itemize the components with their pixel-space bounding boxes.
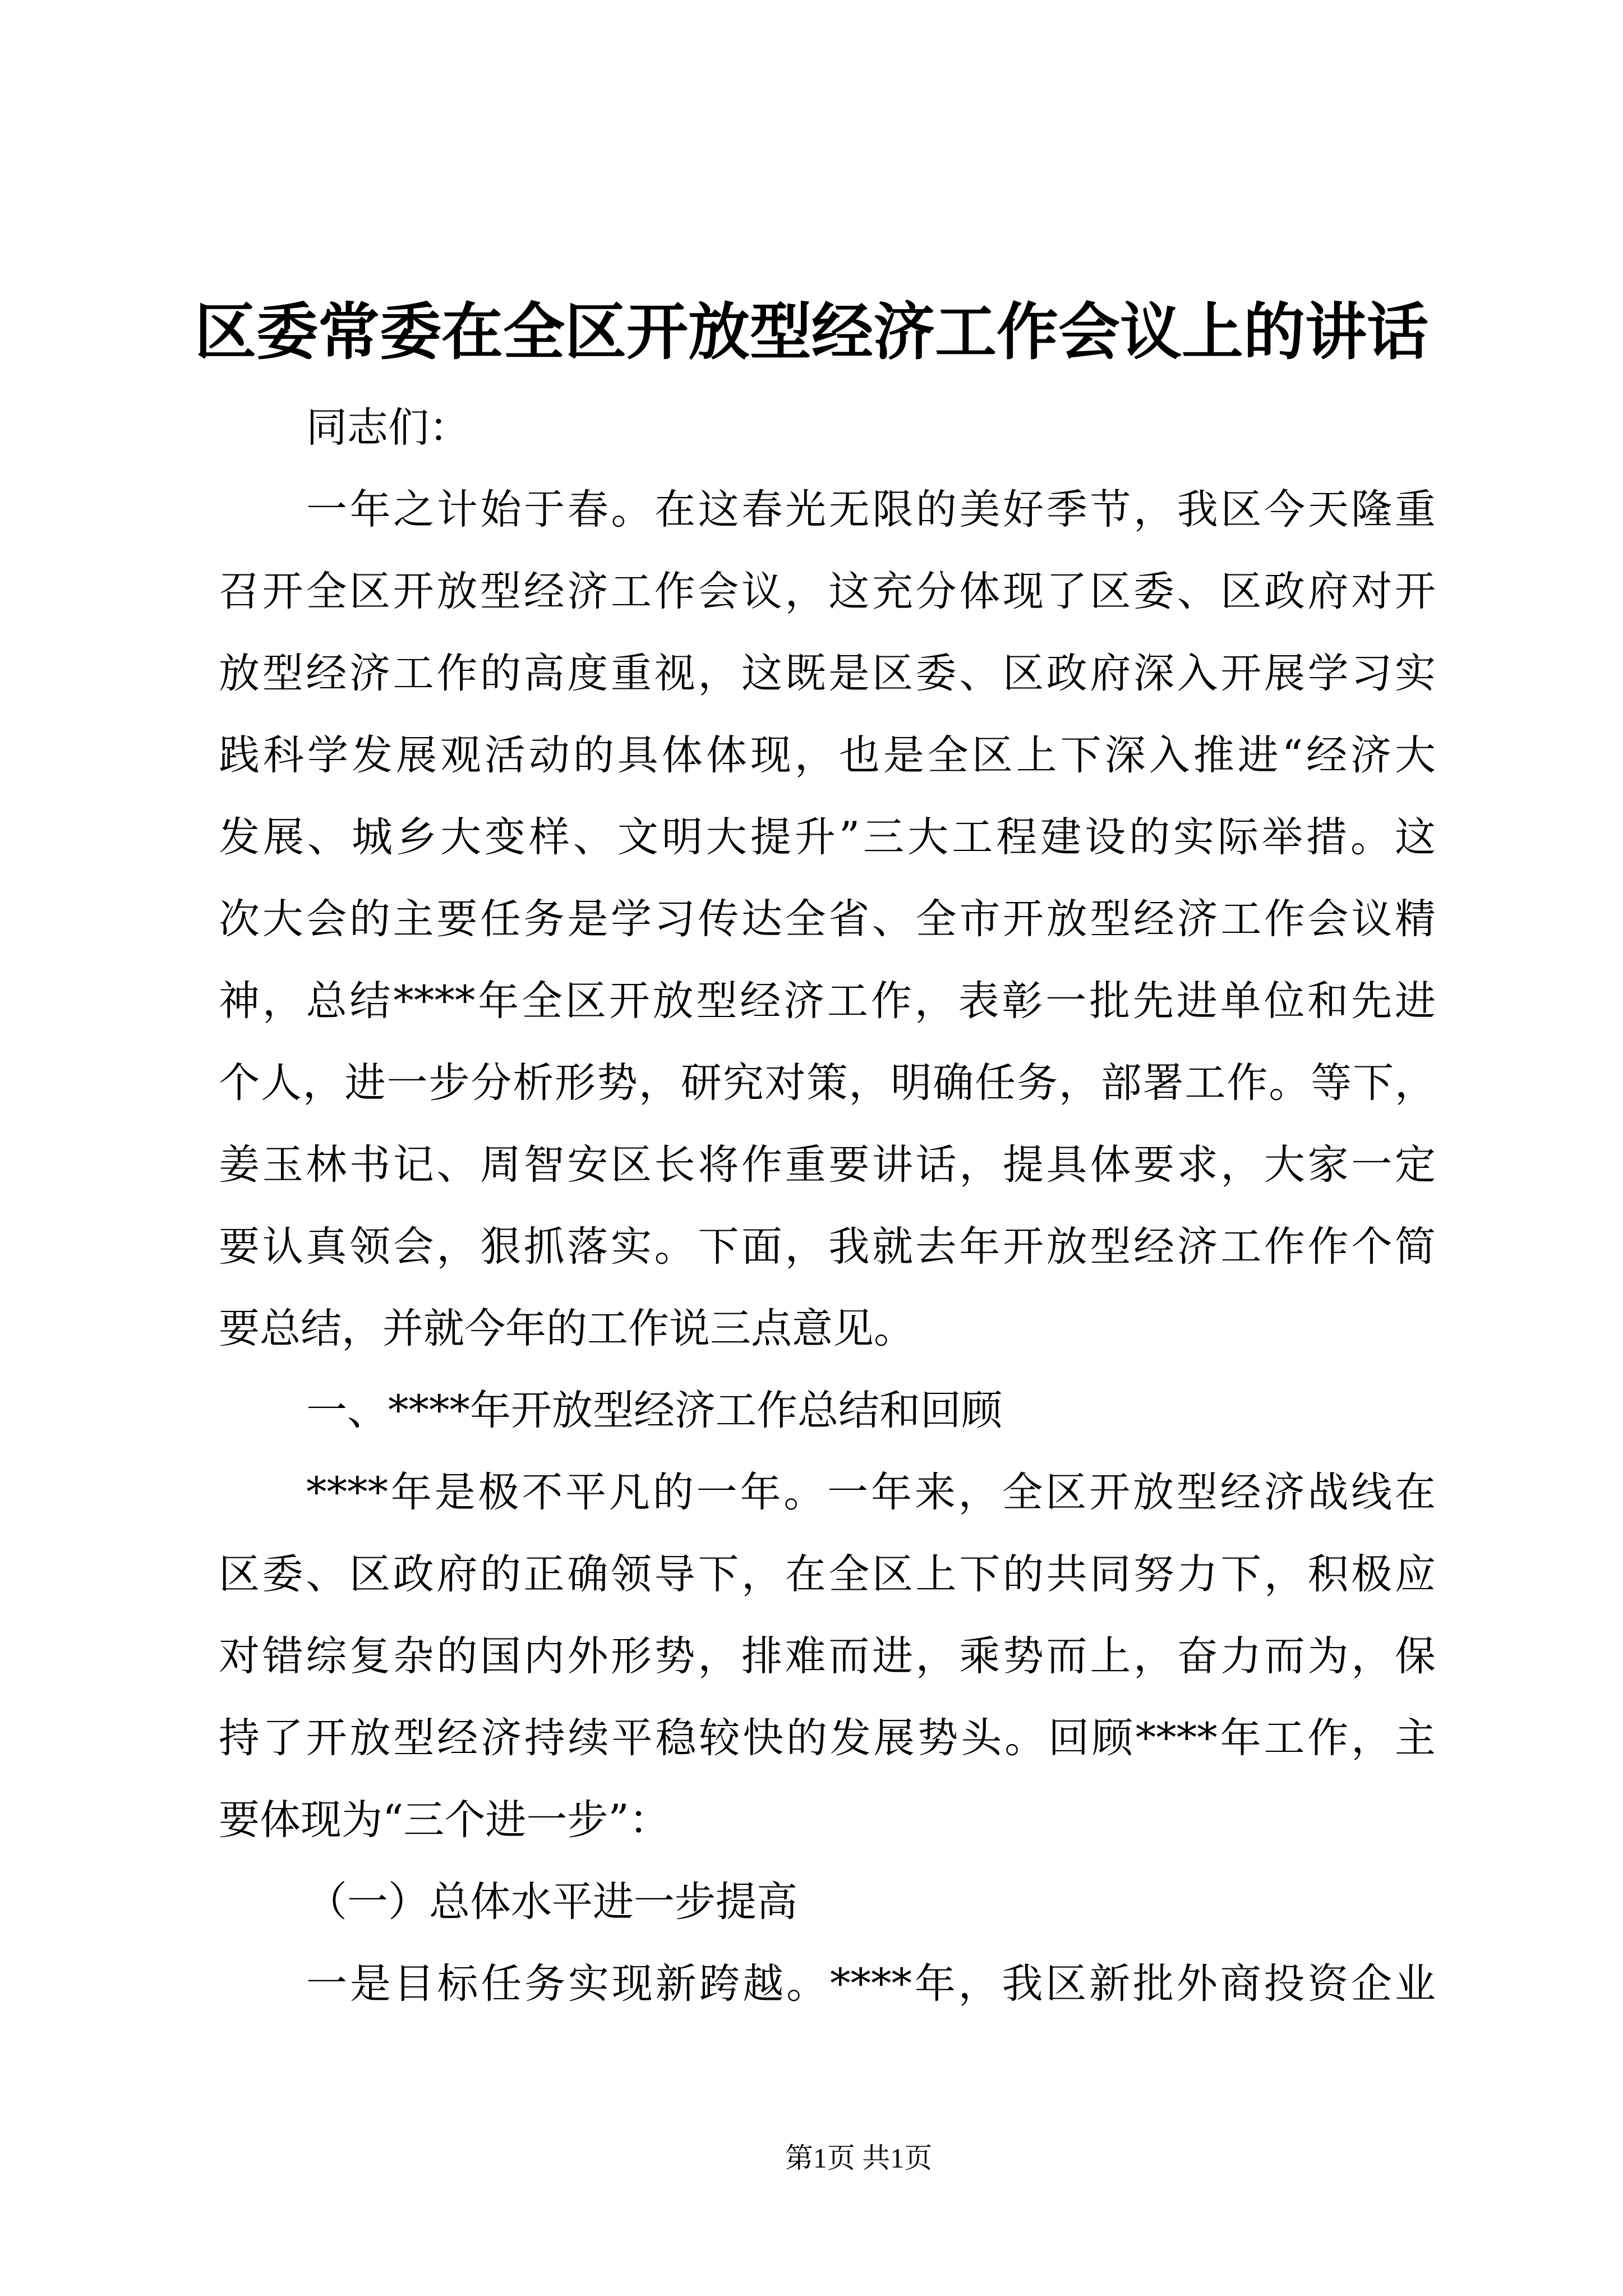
body-line: 区委、区政府的正确领导下，在全区上下的共同努力下，积极应 [219,1550,1436,1598]
document-title: 区委常委在全区开放型经济工作会议上的讲话 [195,296,1428,368]
body-line: 一是目标任务实现新跨越。****年，我区新批外商投资企业 [306,1960,1436,2008]
page-footer: 第1页 共1页 [785,2142,933,2174]
document-body [219,387,1436,2025]
salutation: 同志们： [306,404,470,452]
targets-paragraph [219,1943,1436,2025]
subsection-heading-paragraph [219,1861,1436,1943]
body-line: 践科学发展观活动的具体体现，也是全区上下深入推进“经济大 [219,731,1436,779]
body-line: 要总结，并就今年的工作说三点意见。 [219,1305,915,1352]
body-line: 对错综复杂的国内外形势，排难而进，乘势而上，奋力而为，保 [219,1632,1436,1680]
body-line: 姜玉林书记、周智安区长将作重要讲话，提具体要求，大家一定 [219,1141,1436,1189]
body-line: 发展、城乡大变样、文明大提升”三大工程建设的实际举措。这 [219,813,1436,861]
review-paragraph [219,1452,1436,1861]
section-heading-paragraph [219,1370,1436,1452]
body-line: 次大会的主要任务是学习传达全省、全市开放型经济工作会议精 [219,895,1436,943]
body-line: 神，总结****年全区开放型经济工作，表彰一批先进单位和先进 [219,977,1436,1025]
body-line: 持了开放型经济持续平稳较快的发展势头。回顾****年工作，主 [219,1714,1436,1762]
body-line: ****年是极不平凡的一年。一年来，全区开放型经济战线在 [306,1469,1436,1516]
body-line: 放型经济工作的高度重视，这既是区委、区政府深入开展学习实 [219,650,1436,697]
body-line: 召开全区开放型经济工作会议，这充分体现了区委、区政府对开 [219,568,1436,615]
section-heading: 一、****年开放型经济工作总结和回顾 [306,1387,1002,1434]
body-line: 个人，进一步分析形势，研究对策，明确任务，部署工作。等下， [219,1059,1436,1107]
subsection-heading: （一）总体水平进一步提高 [306,1878,797,1926]
body-line: 要认真领会，狠抓落实。下面，我就去年开放型经济工作作个简 [219,1223,1436,1271]
opening-paragraph [219,469,1436,1370]
body-line: 要体现为“三个进一步”： [219,1796,670,1844]
salutation-paragraph [219,387,1436,469]
body-line: 一年之计始于春。在这春光无限的美好季节，我区今天隆重 [306,486,1436,533]
